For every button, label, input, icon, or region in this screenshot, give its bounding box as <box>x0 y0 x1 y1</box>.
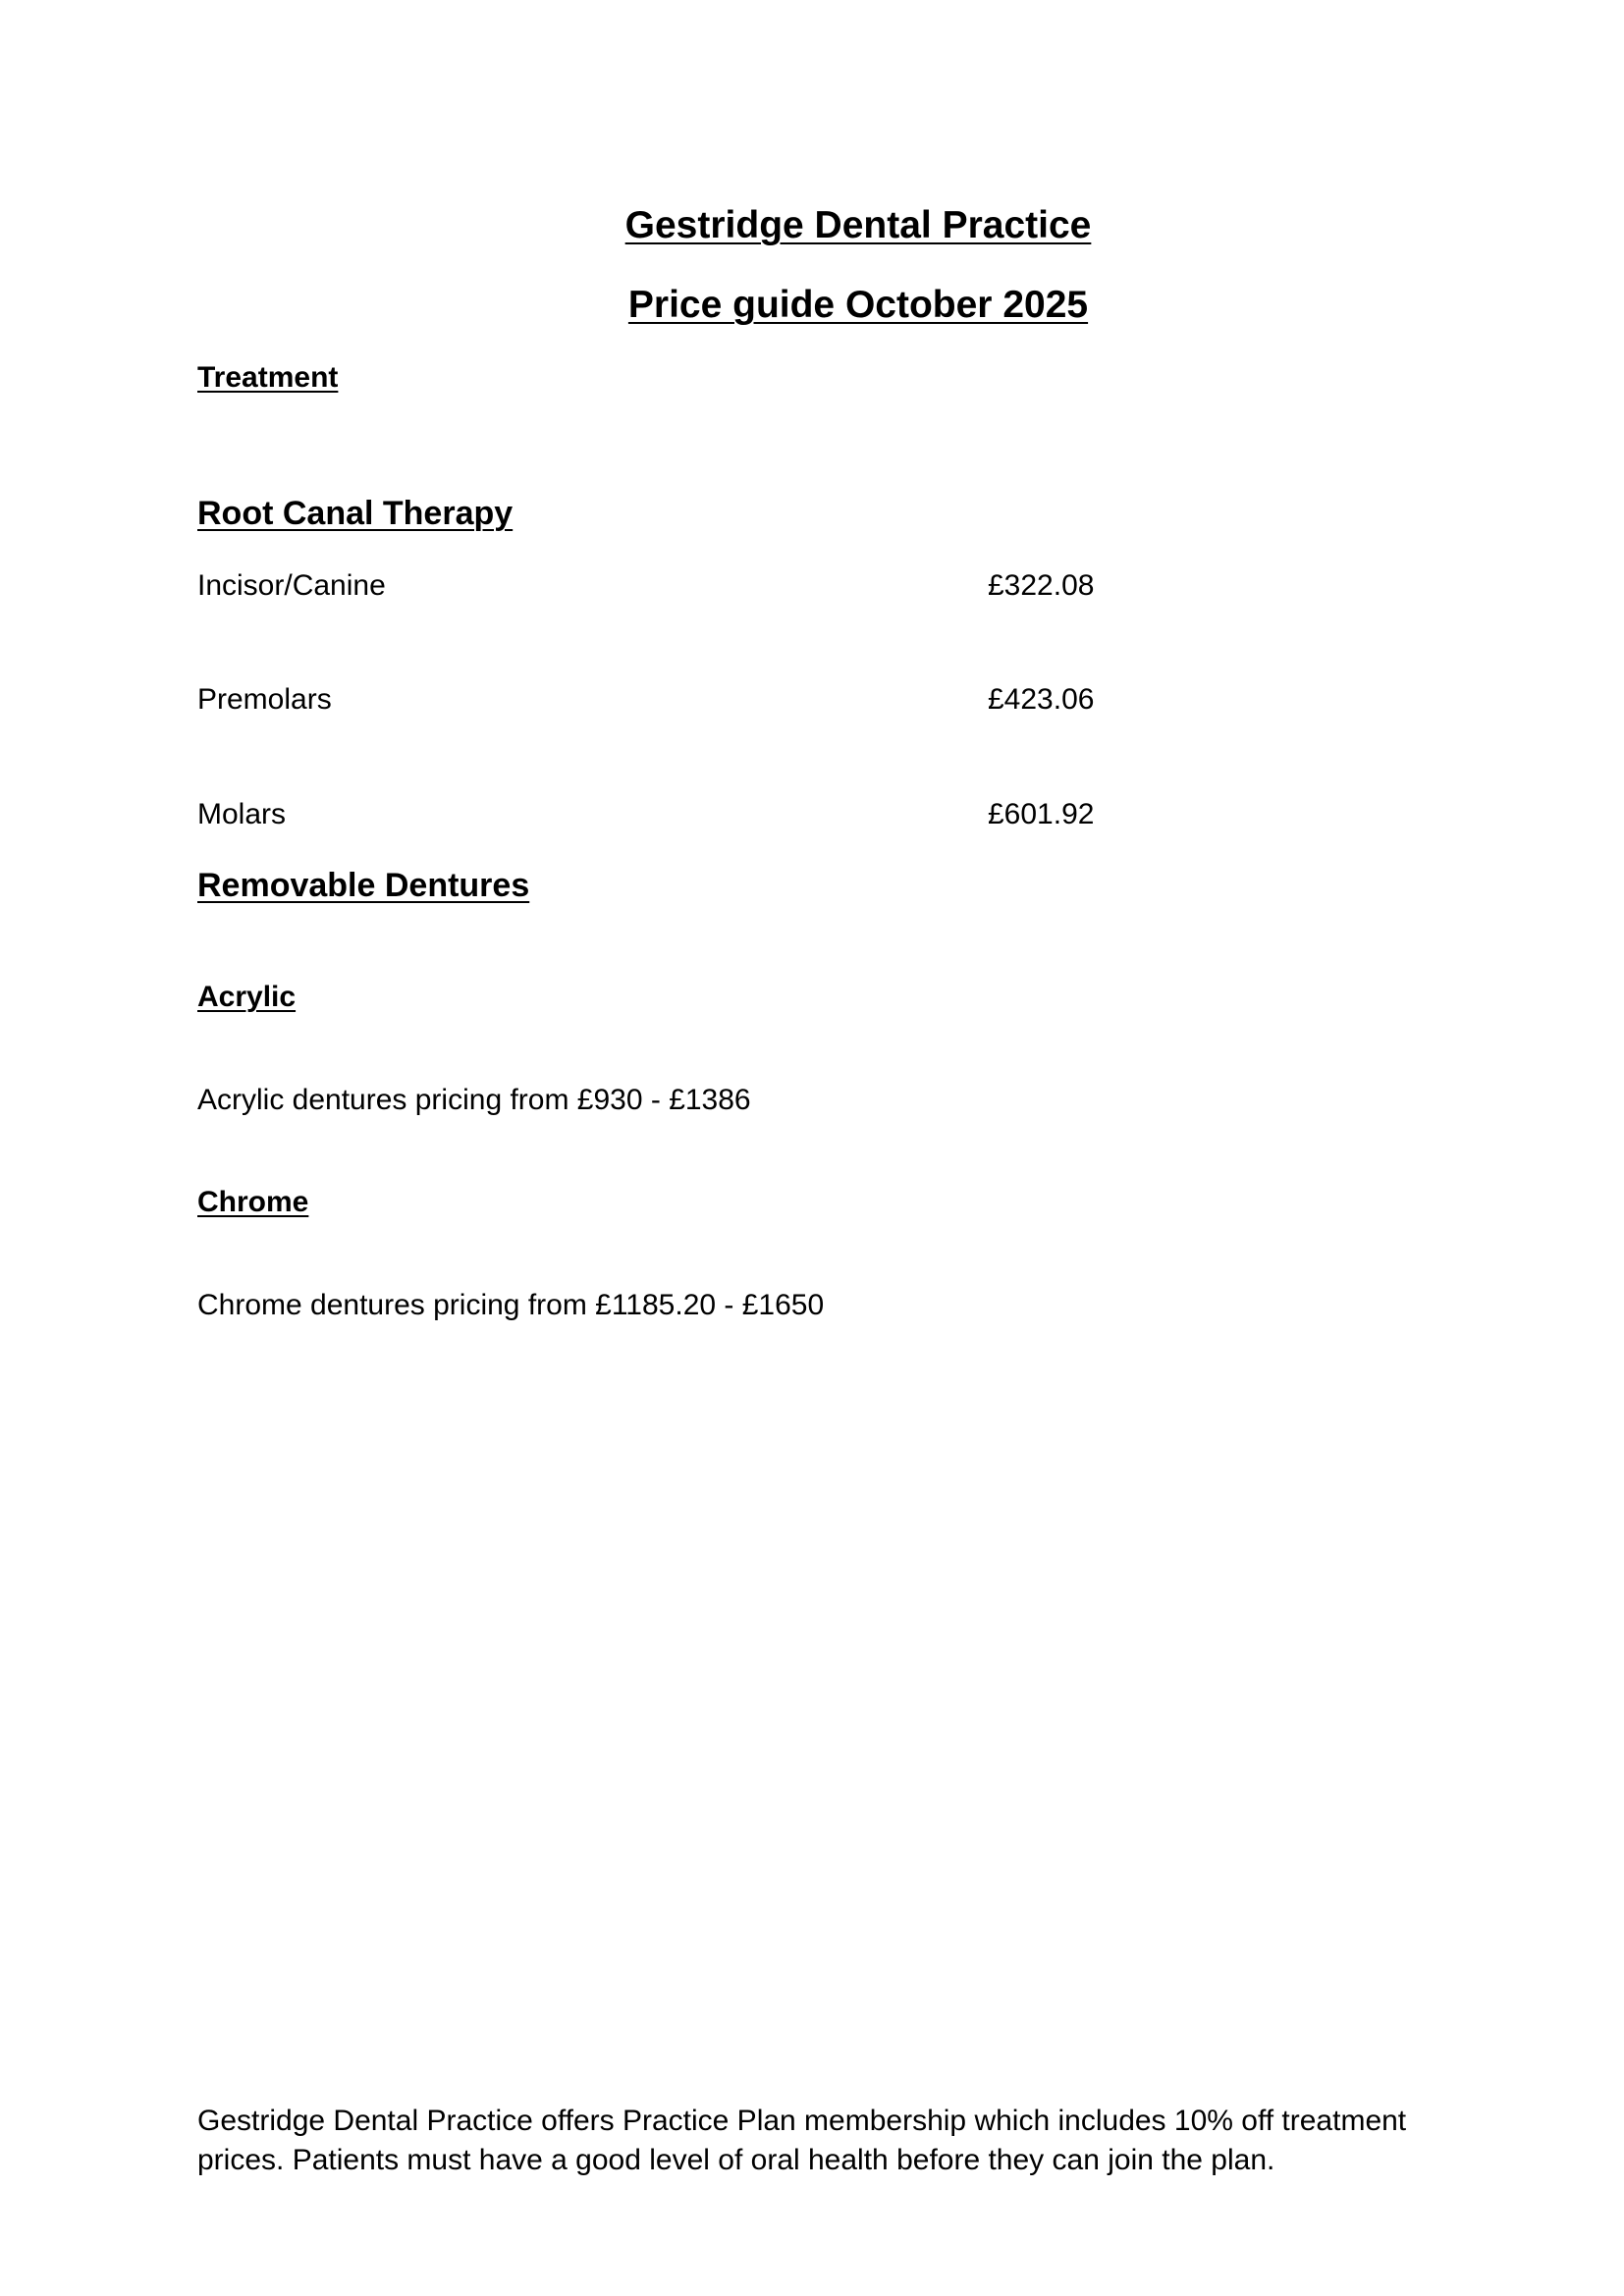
treatment-price: £601.92 <box>988 798 1095 830</box>
treatment-price: £322.08 <box>988 569 1095 602</box>
treatment-name: Incisor/Canine <box>197 569 386 602</box>
practice-plan-note: Gestridge Dental Practice offers Practice Plan membership which includes 10% off treatment prices. Patients must have a good level of oral health before they can join the plan. <box>197 2105 1407 2176</box>
acrylic-label: Acrylic <box>197 981 297 1013</box>
chrome-label: Chrome <box>197 1186 309 1218</box>
root-canal-heading: Root Canal Therapy <box>197 495 514 532</box>
treatment-price: £423.06 <box>988 683 1095 716</box>
chrome-description: Chrome dentures pricing from £1185.20 - £1650 <box>197 1289 825 1321</box>
acrylic-description: Acrylic dentures pricing from £930 - £1386 <box>197 1084 751 1116</box>
treatment-name: Premolars <box>197 683 332 716</box>
removable-dentures-heading: Removable Dentures <box>197 867 530 904</box>
price-guide-title: Price guide October 2025 <box>627 284 1089 326</box>
treatment-name: Molars <box>197 798 287 830</box>
treatment-label: Treatment <box>197 361 339 394</box>
practice-name-title: Gestridge Dental Practice <box>624 204 1092 246</box>
